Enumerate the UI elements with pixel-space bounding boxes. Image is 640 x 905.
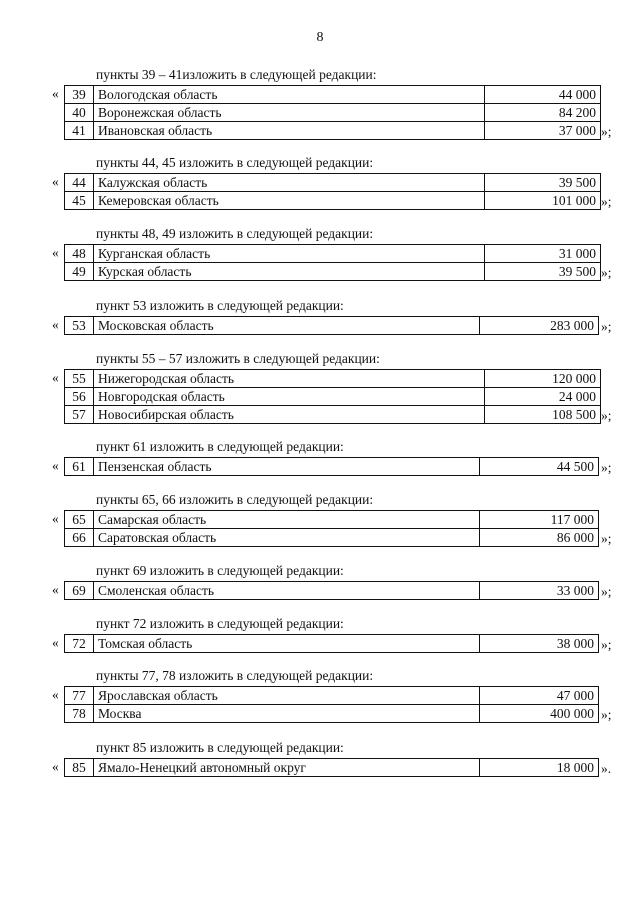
region-name: Смоленская область [94,582,480,600]
amount-value: 86 000 [480,529,599,547]
regions-table [64,510,599,547]
region-name: Вологодская область [94,86,485,104]
region-name: Томская область [94,635,480,653]
open-quote: « [52,370,59,385]
row-number: 57 [65,406,94,424]
region-name: Воронежская область [94,104,485,122]
close-quote: »; [601,265,612,280]
row-number: 45 [65,192,94,210]
page-number: 8 [316,30,324,45]
open-quote: « [52,759,59,774]
amendment-intro: пункты 39 – 41изложить в следующей редакции: [96,67,377,82]
table-row [65,458,599,476]
close-quote: »; [601,194,612,209]
table-row [65,86,601,104]
table-row [65,406,601,424]
amendment-intro: пункты 77, 78 изложить в следующей редакции: [96,668,374,683]
row-number: 41 [65,122,94,140]
amount-value: 44 000 [485,86,601,104]
close-quote: »; [601,707,612,722]
table-row [65,263,601,281]
table-row [65,192,601,210]
regions-table [64,581,599,600]
row-number: 53 [65,317,94,335]
row-number: 61 [65,458,94,476]
open-quote: « [52,635,59,650]
table-row [65,759,599,777]
amendment-intro: пункт 85 изложить в следующей редакции: [96,740,344,755]
open-quote: « [52,86,59,101]
table-row [65,122,601,140]
close-quote: ». [601,761,612,776]
amount-value: 47 000 [480,687,599,705]
row-number: 77 [65,687,94,705]
row-number: 56 [65,388,94,406]
region-name: Москва [94,705,480,723]
table-row [65,687,599,705]
table-row [65,174,601,192]
row-number: 55 [65,370,94,388]
amount-value: 84 200 [485,104,601,122]
close-quote: »; [601,531,612,546]
amendment-intro: пункты 55 – 57 изложить в следующей редакции: [96,351,380,366]
row-number: 78 [65,705,94,723]
regions-table [64,244,601,281]
amendment-intro: пункт 53 изложить в следующей редакции: [96,298,344,313]
open-quote: « [52,174,59,189]
region-name: Самарская область [94,511,480,529]
open-quote: « [52,245,59,260]
amount-value: 39 500 [485,174,601,192]
region-name: Курская область [94,263,485,281]
row-number: 48 [65,245,94,263]
amount-value: 44 500 [480,458,599,476]
row-number: 72 [65,635,94,653]
close-quote: »; [601,408,612,423]
close-quote: »; [601,124,612,139]
region-name: Кемеровская область [94,192,485,210]
regions-table [64,457,599,476]
region-name: Новосибирская область [94,406,485,424]
row-number: 85 [65,759,94,777]
region-name: Ивановская область [94,122,485,140]
region-name: Пензенская область [94,458,480,476]
table-row [65,104,601,122]
row-number: 49 [65,263,94,281]
table-row [65,529,599,547]
region-name: Новгородская область [94,388,485,406]
row-number: 44 [65,174,94,192]
amendment-intro: пункт 72 изложить в следующей редакции: [96,616,344,631]
amount-value: 108 500 [485,406,601,424]
amount-value: 24 000 [485,388,601,406]
region-name: Курганская область [94,245,485,263]
amount-value: 101 000 [485,192,601,210]
regions-table [64,369,601,424]
amount-value: 38 000 [480,635,599,653]
amount-value: 400 000 [480,705,599,723]
close-quote: »; [601,584,612,599]
table-row [65,705,599,723]
region-name: Московская область [94,317,480,335]
regions-table [64,173,601,210]
table-row [65,317,599,335]
close-quote: »; [601,637,612,652]
row-number: 66 [65,529,94,547]
region-name: Нижегородская область [94,370,485,388]
region-name: Саратовская область [94,529,480,547]
open-quote: « [52,687,59,702]
regions-table [64,316,599,335]
amount-value: 37 000 [485,122,601,140]
regions-table [64,634,599,653]
open-quote: « [52,582,59,597]
region-name: Калужская область [94,174,485,192]
amendment-intro: пункты 65, 66 изложить в следующей редакции: [96,492,374,507]
row-number: 65 [65,511,94,529]
amount-value: 283 000 [480,317,599,335]
open-quote: « [52,317,59,332]
open-quote: « [52,511,59,526]
open-quote: « [52,458,59,473]
amendment-intro: пункт 69 изложить в следующей редакции: [96,563,344,578]
amount-value: 117 000 [480,511,599,529]
regions-table [64,85,601,140]
table-row [65,388,601,406]
table-row [65,245,601,263]
region-name: Ярославская область [94,687,480,705]
amount-value: 39 500 [485,263,601,281]
regions-table [64,758,599,777]
amendment-intro: пункты 44, 45 изложить в следующей редакции: [96,155,374,170]
amount-value: 33 000 [480,582,599,600]
close-quote: »; [601,319,612,334]
table-row [65,635,599,653]
amount-value: 18 000 [480,759,599,777]
amendment-intro: пункт 61 изложить в следующей редакции: [96,439,344,454]
amendment-intro: пункты 48, 49 изложить в следующей редакции: [96,226,374,241]
table-row [65,582,599,600]
regions-table [64,686,599,723]
row-number: 40 [65,104,94,122]
amount-value: 31 000 [485,245,601,263]
row-number: 39 [65,86,94,104]
region-name: Ямало-Ненецкий автономный округ [94,759,480,777]
row-number: 69 [65,582,94,600]
amount-value: 120 000 [485,370,601,388]
table-row [65,511,599,529]
table-row [65,370,601,388]
close-quote: »; [601,460,612,475]
